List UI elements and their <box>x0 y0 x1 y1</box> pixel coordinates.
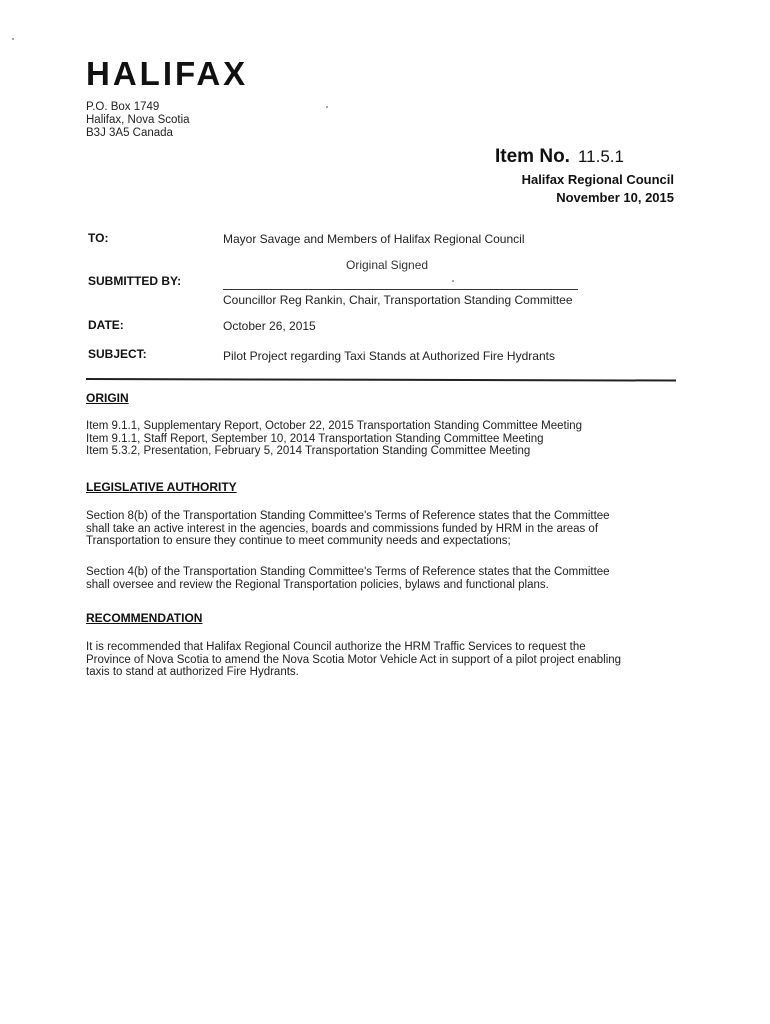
address-line: P.O. Box 1749 <box>86 101 160 113</box>
date-label: DATE: <box>88 318 124 332</box>
item-label: Item No. <box>495 146 570 167</box>
subject-value: Pilot Project regarding Taxi Stands at Authorized Fire Hydrants <box>223 349 555 363</box>
paragraph-line: Transportation to ensure they continue to meet community needs and expectations; <box>86 535 511 547</box>
paragraph-line: Section 8(b) of the Transportation Standing Committee's Terms of Reference states that the Committee <box>86 510 610 522</box>
origin-heading: ORIGIN <box>86 391 129 405</box>
submitted-by-label: SUBMITTED BY: <box>88 274 182 288</box>
paragraph-line: Section 4(b) of the Transportation Standing Committee's Terms of Reference states that the Committee <box>86 566 610 578</box>
subject-label: SUBJECT: <box>88 347 147 361</box>
recommendation-heading: RECOMMENDATION <box>86 611 203 625</box>
address-line: B3J 3A5 Canada <box>86 127 173 139</box>
date-value: October 26, 2015 <box>223 319 316 333</box>
recommendation-paragraph <box>86 641 676 679</box>
scan-speck <box>12 38 14 40</box>
origin-item: Item 9.1.1, Supplementary Report, October 22, 2015 Transportation Standing Committee Meeting <box>86 420 583 432</box>
mailing-address <box>86 101 190 140</box>
council-name: Halifax Regional Council <box>521 172 674 187</box>
item-number-heading <box>495 146 624 168</box>
legislative-paragraph <box>86 510 676 548</box>
origin-list <box>86 420 676 458</box>
meeting-date: November 10, 2015 <box>556 190 674 205</box>
signature-line <box>223 289 578 290</box>
paragraph-line: It is recommended that Halifax Regional Council authorize the HRM Traffic Services to request the <box>86 641 586 653</box>
to-label: TO: <box>88 231 109 245</box>
to-value: Mayor Savage and Members of Halifax Regional Council <box>223 232 525 246</box>
submitted-by-value: Councillor Reg Rankin, Chair, Transportation Standing Committee <box>223 293 573 307</box>
halifax-logo: HALIFAX <box>86 55 249 92</box>
paragraph-line: shall oversee and review the Regional Transportation policies, bylaws and functional plans. <box>86 578 549 591</box>
scan-speck <box>452 280 454 282</box>
legislative-authority-heading: LEGISLATIVE AUTHORITY <box>86 480 237 494</box>
legislative-paragraph <box>86 566 676 591</box>
origin-item: Item 5.3.2, Presentation, February 5, 2014 Transportation Standing Committee Meeting <box>86 445 531 457</box>
header-divider <box>86 378 676 382</box>
item-number: 11.5.1 <box>577 147 624 166</box>
paragraph-line: taxis to stand at authorized Fire Hydrants. <box>86 666 299 678</box>
address-line: Halifax, Nova Scotia <box>86 114 190 126</box>
paragraph-line: shall take an active interest in the agencies, boards and commissions funded by HRM in the areas of <box>86 522 599 535</box>
signature-text: Original Signed <box>346 258 429 272</box>
scan-speck <box>326 106 328 108</box>
origin-item: Item 9.1.1, Staff Report, September 10, 2014 Transportation Standing Committee Meeting <box>86 432 544 445</box>
paragraph-line: Province of Nova Scotia to amend the Nova Scotia Motor Vehicle Act in support of a pilot project enabling <box>86 653 622 666</box>
